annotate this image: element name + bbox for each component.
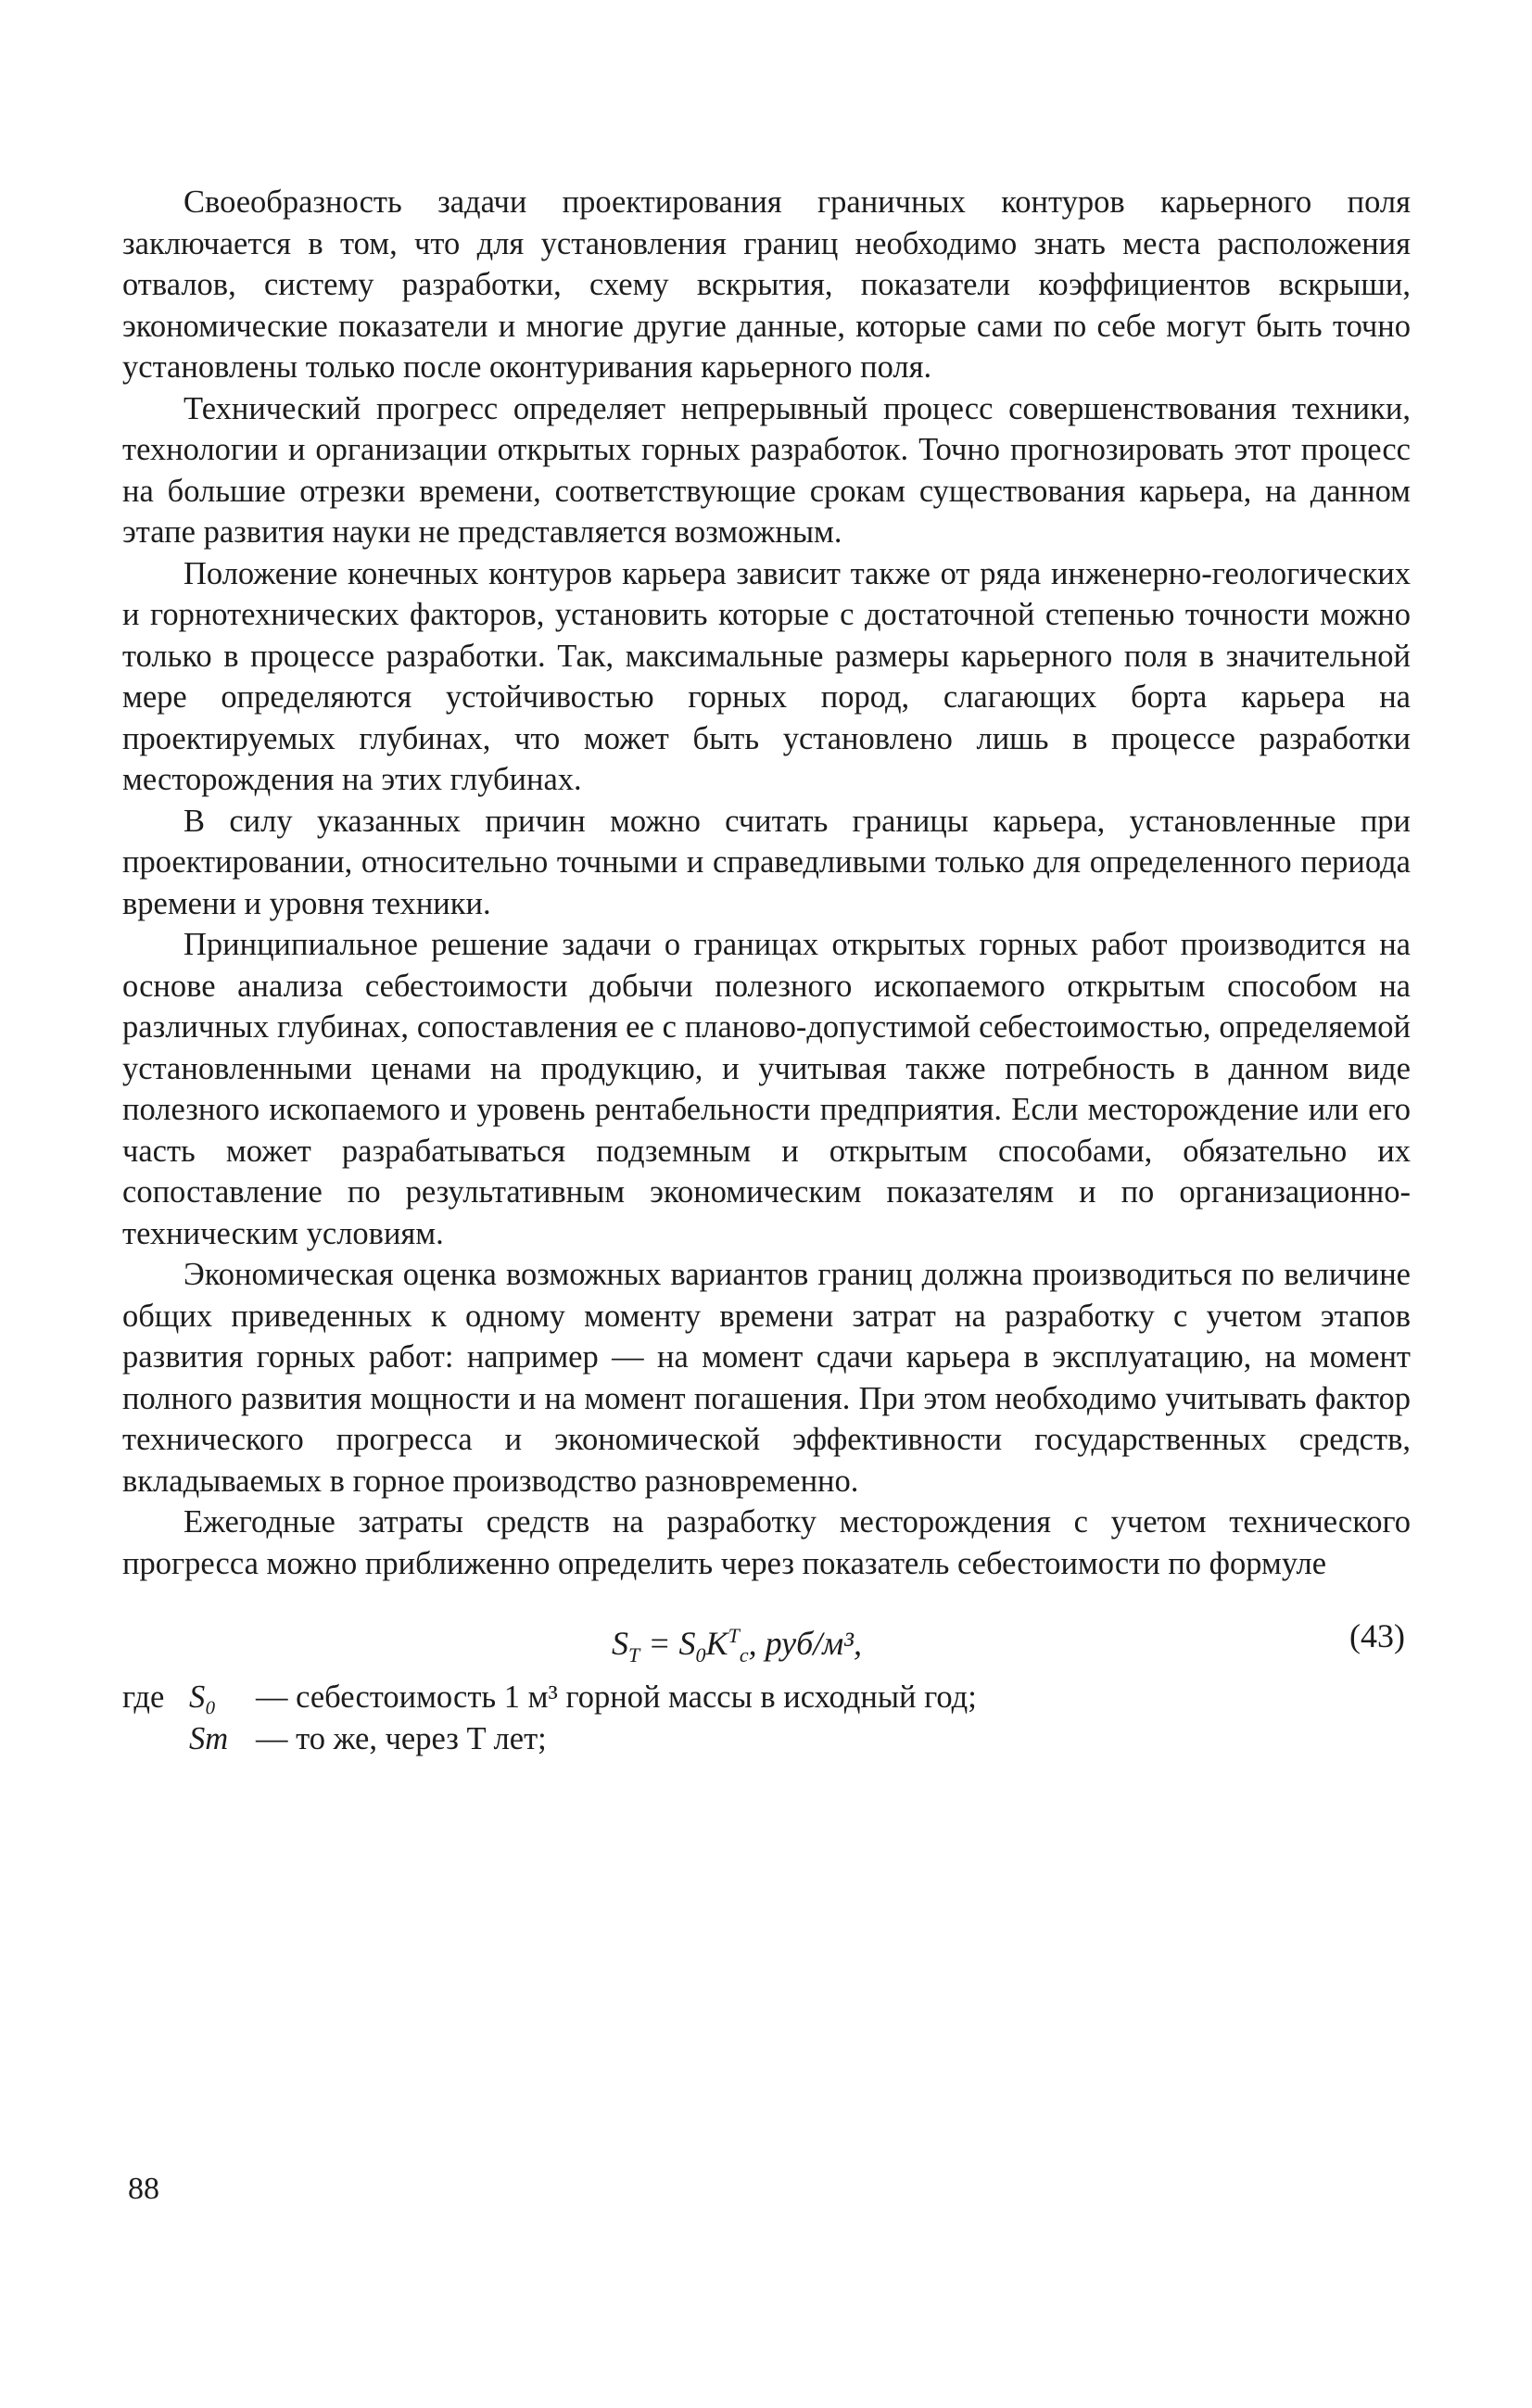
paragraph-4: В силу указанных причин можно считать границы карьера, установленные при проектировании, относительно точными и справедливыми только для определенного периода времени и уровня техники. — [122, 803, 1411, 921]
paragraph-7: Ежегодные затраты средств на разработку месторождения с учетом технического прогресса можно приближенно определить через показатель себестоимости по формуле — [122, 1504, 1411, 1581]
body-text — [122, 182, 1411, 1759]
legend-row — [122, 1718, 1411, 1760]
paragraph-3: Положение конечных контуров карьера зависит также от ряда инженерно-геологических и горнотехнических факторов, установить которые с достаточной степенью точности можно только в процессе разработки. Так, максимальные размеры карьерного поля в значительной мере определяются устойчивостью горных пород, слагающих борта карьера на проектируемых глубинах, что может быть установлено лишь в процессе разработки месторождения на этих глубинах. — [122, 555, 1411, 797]
paragraph-5: Принципиальное решение задачи о границах открытых горных работ производится на основе анализа себестоимости добычи полезного ископаемого открытым способом на различных глубинах, сопоставления ее с планово-допустимой себестоимостью, определяемой установленными ценами на продукцию, и учитывая также потребность в данном виде полезного ископаемого и уровень рентабельности предприятия. Если месторождение или его часть может разрабатываться подземным и открытым способами, обязательно их сопоставление по результативным экономическим показателям и по организационно-техническим условиям. — [122, 927, 1411, 1251]
legend-symbol: S₀ — [189, 1679, 217, 1715]
legend-description: — себестоимость 1 м³ горной массы в исходный год; — [256, 1679, 977, 1715]
legend-symbol: Sт — [189, 1720, 229, 1756]
equation-number: (43) — [1349, 1617, 1405, 1654]
legend-description: — то же, через T лет; — [256, 1720, 547, 1756]
paragraph-6: Экономическая оценка возможных вариантов границ должна производиться по величине общих приведенных к одному моменту времени затрат на разработку с учетом этапов развития горных работ: например — на момент сдачи карьера в эксплуатацию, на момент полного развития мощности и на момент погашения. При этом необходимо учитывать фактор технического прогресса и экономической эффективности государственных средств, вкладываемых в горное производство разновременно. — [122, 1257, 1411, 1499]
page-number: 88 — [128, 2172, 159, 2206]
legend-lead — [122, 1718, 189, 1760]
paragraph-2: Технический прогресс определяет непрерывный процесс совершенствования техники, технологии и организации открытых горных разработок. Точно прогнозировать этот процесс на большие отрезки времени, соответствующие срокам существования карьера, на данном этапе развития науки не представляется возможным. — [122, 390, 1411, 550]
legend-lead: где — [122, 1679, 165, 1715]
paragraph-1: Своеобразность задачи проектирования граничных контуров карьерного поля заключается в том, что для установления границ необходимо знать места расположения отвалов, систему разработки, схему вскрытия, показатели коэффициентов вскрыши, экономические показатели и многие другие данные, которые сами по себе могут быть точно установлены только после оконтуривания карьерного поля. — [122, 184, 1411, 385]
legend-row — [122, 1677, 1411, 1718]
formula-legend — [122, 1677, 1411, 1759]
formula-row — [122, 1591, 1411, 1677]
formula-43: $S_T = S_0K^T_c$, руб/м³, — [612, 1624, 862, 1667]
